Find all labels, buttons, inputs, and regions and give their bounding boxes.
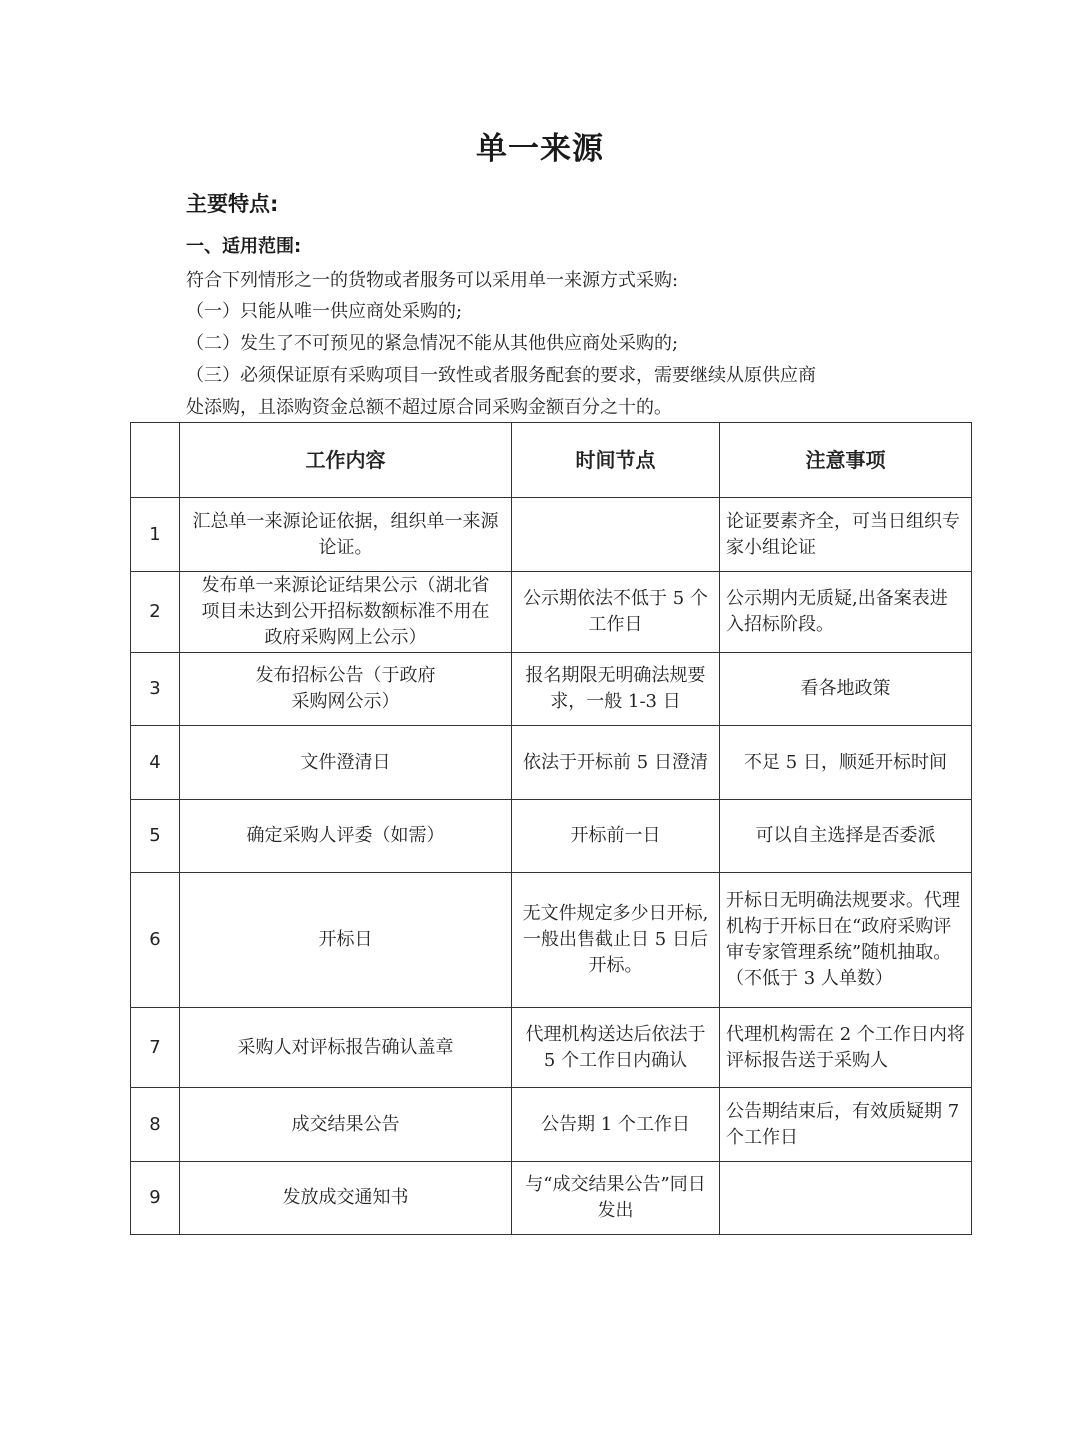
time-node-cell: 公示期依法不低于 5 个工作日: [512, 572, 720, 653]
work-content-cell: 文件澄清日: [180, 726, 512, 800]
scope-item-3-continued: 处添购，且添购资金总额不超过原合同采购金额百分之十的。: [186, 397, 672, 418]
notes-cell: 可以自主选择是否委派: [720, 800, 972, 873]
notes-cell: 不足 5 日，顺延开标时间: [720, 726, 972, 800]
work-content-cell: 采购人对评标报告确认盖章: [180, 1008, 512, 1088]
table-row: [131, 726, 972, 800]
row-number: 7: [131, 1008, 180, 1088]
table-row: [131, 800, 972, 873]
time-node-cell: 依法于开标前 5 日澄清: [512, 726, 720, 800]
work-content-cell: 发布招标公告（于政府采购网公示）: [180, 653, 512, 726]
work-content-cell: 汇总单一来源论证依据，组织单一来源论证。: [180, 498, 512, 572]
row-number: 4: [131, 726, 180, 800]
table-header-row: [131, 423, 972, 498]
procedure-table: [130, 422, 972, 1235]
scope-item-2: （二）发生了不可预见的紧急情况不能从其他供应商处采购的;: [186, 333, 679, 354]
work-content-cell: 发放成交通知书: [180, 1162, 512, 1235]
time-node-cell: [512, 498, 720, 572]
row-number: 8: [131, 1088, 180, 1162]
notes-cell: [720, 1162, 972, 1235]
scope-intro: 符合下列情形之一的货物或者服务可以采用单一来源方式采购:: [186, 270, 679, 291]
header-notes: 注意事项: [720, 423, 972, 498]
work-content-cell: 成交结果公告: [180, 1088, 512, 1162]
scope-item-3: （三）必须保证原有采购项目一致性或者服务配套的要求，需要继续从原供应商: [186, 365, 816, 386]
time-node-cell: 报名期限无明确法规要求，一般 1-3 日: [512, 653, 720, 726]
row-number: 1: [131, 498, 180, 572]
table-row: [131, 1088, 972, 1162]
time-node-cell: 公告期 1 个工作日: [512, 1088, 720, 1162]
time-node-cell: 开标前一日: [512, 800, 720, 873]
row-number: 2: [131, 572, 180, 653]
row-number: 6: [131, 873, 180, 1008]
table-row: [131, 873, 972, 1008]
table-row: [131, 572, 972, 653]
table-row: [131, 1162, 972, 1235]
scope-item-1: （一）只能从唯一供应商处采购的;: [186, 301, 463, 322]
notes-cell: 公告期结束后，有效质疑期 7 个工作日: [720, 1088, 972, 1162]
notes-cell: 开标日无明确法规要求。代理机构于开标日在“政府采购评审专家管理系统”随机抽取。（不低于 3 人单数）: [720, 873, 972, 1008]
work-content-cell: 开标日: [180, 873, 512, 1008]
table-row: [131, 498, 972, 572]
row-number: 9: [131, 1162, 180, 1235]
notes-cell: 论证要素齐全，可当日组织专家小组论证: [720, 498, 972, 572]
main-features-heading: 主要特点:: [186, 192, 279, 216]
notes-cell: 看各地政策: [720, 653, 972, 726]
work-content-cell: 确定采购人评委（如需）: [180, 800, 512, 873]
work-content-cell: 发布单一来源论证结果公示（湖北省项目未达到公开招标数额标准不用在政府采购网上公示）: [180, 572, 512, 653]
row-number: 5: [131, 800, 180, 873]
row-number: 3: [131, 653, 180, 726]
header-time-node: 时间节点: [512, 423, 720, 498]
time-node-cell: 代理机构送达后依法于 5 个工作日内确认: [512, 1008, 720, 1088]
time-node-cell: 无文件规定多少日开标,一般出售截止日 5 日后开标。: [512, 873, 720, 1008]
notes-cell: 公示期内无质疑,出备案表进入招标阶段。: [720, 572, 972, 653]
time-node-cell: 与“成交结果公告”同日发出: [512, 1162, 720, 1235]
table-row: [131, 653, 972, 726]
notes-cell: 代理机构需在 2 个工作日内将评标报告送于采购人: [720, 1008, 972, 1088]
header-number: [131, 423, 180, 498]
page-title: 单一来源: [476, 131, 604, 167]
scope-heading: 一、适用范围:: [186, 236, 302, 257]
header-work-content: 工作内容: [180, 423, 512, 498]
table-row: [131, 1008, 972, 1088]
